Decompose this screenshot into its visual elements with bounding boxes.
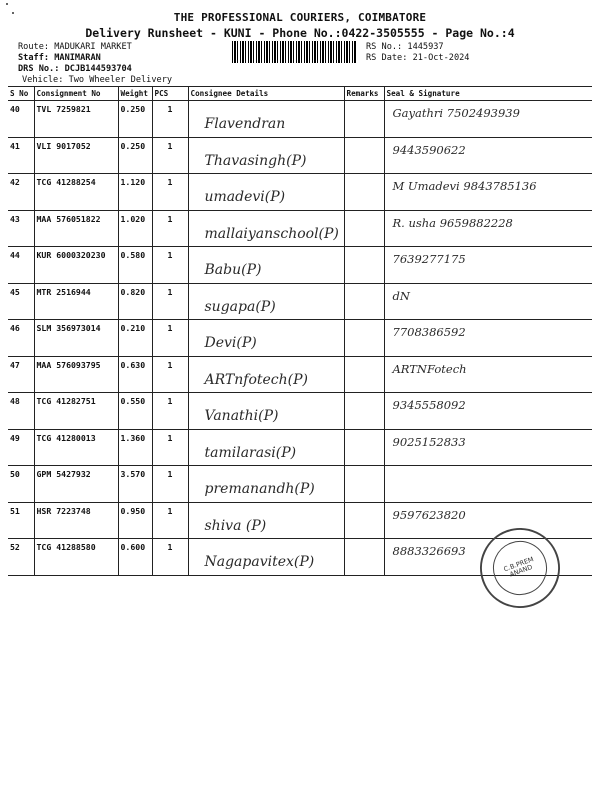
row-signature-cell [384,466,592,503]
row-consignee-handwriting: Babu(P) [204,262,262,278]
scan-speck [12,12,14,14]
runsheet-subtitle: Delivery Runsheet - KUNI - Phone No.:0422-3505555 - Page No.:4 [85,26,515,40]
row-consignee-cell [188,502,344,539]
row-consignment-no: SLM 356973014 [34,320,118,357]
row-signature-handwriting: R. usha 9659882228 [392,215,513,230]
table-row [8,174,592,211]
row-sno: 49 [8,429,34,466]
row-remarks [344,101,384,138]
row-weight: 1.120 [118,174,152,211]
row-sno: 41 [8,137,34,174]
row-consignee-handwriting: Nagapavitex(P) [204,554,315,570]
row-consignee-cell [188,356,344,393]
row-consignee-handwriting: ARTnfotech(P) [204,371,308,388]
runsheet-table-container [8,86,592,576]
row-sno: 48 [8,393,34,430]
row-signature-handwriting: 7639277175 [392,252,466,266]
row-remarks [344,174,384,211]
table-row [8,429,592,466]
row-weight: 3.570 [118,466,152,503]
col-header-weight: Weight [118,87,152,101]
row-consignment-no: VLI 9017052 [34,137,118,174]
row-remarks [344,210,384,247]
col-header-signature: Seal & Signature [384,87,592,101]
row-remarks [344,393,384,430]
row-pcs: 1 [152,502,188,539]
row-consignee-handwriting: shiva (P) [204,517,267,534]
row-weight: 0.600 [118,539,152,576]
row-sno: 43 [8,210,34,247]
row-consignee-cell [188,466,344,503]
row-consignment-no: TCG 41288580 [34,539,118,576]
row-weight: 0.550 [118,393,152,430]
row-remarks [344,466,384,503]
row-consignment-no: TCG 41288254 [34,174,118,211]
row-signature-cell [384,320,592,357]
row-pcs: 1 [152,393,188,430]
row-sno: 51 [8,502,34,539]
row-weight: 0.210 [118,320,152,357]
staff-line [18,53,101,63]
row-pcs: 1 [152,466,188,503]
route-label: Route: MADUKARI MARKET [18,42,132,52]
row-weight: 0.580 [118,247,152,284]
row-consignee-handwriting: sugapa(P) [204,298,276,315]
row-consignment-no: GPM 5427932 [34,466,118,503]
staff-label: Staff: [18,53,50,63]
row-weight: 0.630 [118,356,152,393]
table-row [8,101,592,138]
row-sno: 40 [8,101,34,138]
row-pcs: 1 [152,137,188,174]
rs-date: RS Date: 21-Oct-2024 [366,53,470,63]
row-remarks [344,247,384,284]
row-consignee-handwriting: Vanathi(P) [204,408,279,424]
row-remarks [344,356,384,393]
row-consignee-handwriting: mallaiyanschool(P) [204,225,339,242]
row-consignee-cell [188,101,344,138]
row-pcs: 1 [152,210,188,247]
row-consignee-cell [188,283,344,320]
row-remarks [344,429,384,466]
table-row [8,466,592,503]
row-signature-handwriting: 9025152833 [392,434,466,449]
row-consignee-handwriting: tamilarasi(P) [204,444,297,461]
row-consignee-handwriting: premanandh(P) [204,481,315,497]
row-consignee-cell [188,247,344,284]
row-weight: 0.950 [118,502,152,539]
row-consignee-handwriting: umadevi(P) [204,189,286,205]
row-pcs: 1 [152,283,188,320]
barcode-image [232,41,356,63]
row-signature-handwriting: 9597623820 [392,507,466,522]
row-signature-handwriting: 8883326693 [392,544,466,558]
drs-label: DRS No.: [18,64,60,74]
row-consignee-cell [188,393,344,430]
row-pcs: 1 [152,174,188,211]
row-pcs: 1 [152,247,188,284]
scan-speck [6,3,8,5]
drs-line [18,64,132,74]
row-pcs: 1 [152,101,188,138]
row-signature-cell [384,174,592,211]
row-consignee-handwriting: Devi(P) [204,335,257,351]
table-row [8,247,592,284]
row-consignee-handwriting: Flavendran [204,116,286,132]
row-pcs: 1 [152,320,188,357]
table-row [8,320,592,357]
row-signature-cell [384,502,592,539]
row-pcs: 1 [152,356,188,393]
row-consignee-cell [188,539,344,576]
row-weight: 0.820 [118,283,152,320]
row-signature-handwriting: ARTNFotech [392,361,467,376]
row-consignment-no: MAA 576051822 [34,210,118,247]
row-consignee-cell [188,137,344,174]
table-row [8,137,592,174]
row-signature-handwriting: 9443590622 [392,142,466,157]
company-title: THE PROFESSIONAL COURIERS, COIMBATORE [173,11,427,24]
row-weight: 1.020 [118,210,152,247]
table-row [8,356,592,393]
row-sno: 50 [8,466,34,503]
table-row [8,283,592,320]
row-consignee-cell [188,320,344,357]
col-header-consignment: Consignment No [34,87,118,101]
row-pcs: 1 [152,429,188,466]
row-signature-cell [384,137,592,174]
row-consignment-no: KUR 6000320230 [34,247,118,284]
row-remarks [344,137,384,174]
col-header-consignee: Consignee Details [188,87,344,101]
row-signature-cell [384,101,592,138]
row-weight: 1.360 [118,429,152,466]
row-sno: 42 [8,174,34,211]
row-signature-cell [384,210,592,247]
row-consignment-no: TCG 41282751 [34,393,118,430]
row-remarks [344,539,384,576]
row-sno: 47 [8,356,34,393]
drs-value: DCJB144593704 [64,64,132,74]
table-header-row [8,87,592,101]
row-signature-cell [384,247,592,284]
row-remarks [344,283,384,320]
staff-value: MANIMARAN [54,53,101,63]
row-signature-handwriting: 9345558092 [392,398,466,412]
row-weight: 0.250 [118,137,152,174]
col-header-sno: S No [8,87,34,101]
row-consignee-cell [188,429,344,466]
row-remarks [344,320,384,357]
col-header-remarks: Remarks [344,87,384,101]
row-consignment-no: TCG 41280013 [34,429,118,466]
row-consignment-no: TVL 7259821 [34,101,118,138]
row-signature-cell [384,356,592,393]
table-row [8,210,592,247]
row-consignee-cell [188,210,344,247]
runsheet-table [8,86,592,576]
row-sno: 45 [8,283,34,320]
row-sno: 52 [8,539,34,576]
rs-number: RS No.: 1445937 [366,42,444,52]
row-consignee-handwriting: Thavasingh(P) [204,152,307,169]
row-sno: 44 [8,247,34,284]
row-signature-cell [384,283,592,320]
row-pcs: 1 [152,539,188,576]
row-consignee-cell [188,174,344,211]
row-sno: 46 [8,320,34,357]
row-signature-handwriting: 7708386592 [392,325,466,339]
vehicle-label: Vehicle: Two Wheeler Delivery [22,75,173,85]
stamp-text: C.B.PREM ANAND [485,533,554,602]
table-row [8,393,592,430]
row-remarks [344,502,384,539]
col-header-pcs: PCS [152,87,188,101]
row-signature-handwriting: M Umadevi 9843785136 [392,179,537,193]
row-signature-handwriting: dN [392,288,410,303]
row-signature-handwriting: Gayathri 7502493939 [392,106,520,120]
row-signature-cell [384,429,592,466]
row-consignment-no: HSR 7223748 [34,502,118,539]
row-consignment-no: MAA 576093795 [34,356,118,393]
row-signature-cell [384,393,592,430]
row-consignment-no: MTR 2516944 [34,283,118,320]
row-weight: 0.250 [118,101,152,138]
